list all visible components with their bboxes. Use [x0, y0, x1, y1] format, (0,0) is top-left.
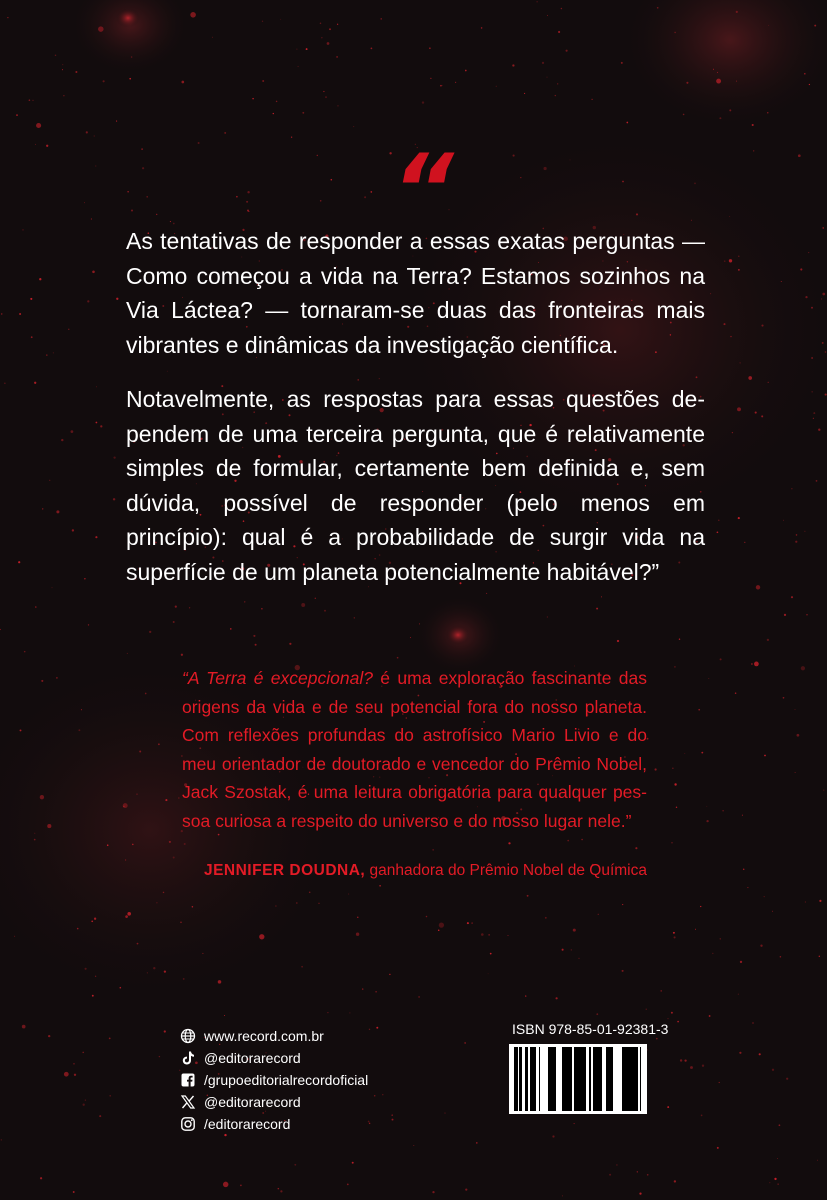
main-excerpt [126, 224, 705, 609]
facebook-handle: /grupoeditorialrecordoficial [204, 1072, 369, 1088]
social-link-x[interactable] [180, 1091, 368, 1113]
social-link-facebook[interactable] [180, 1069, 368, 1091]
social-link-instagram[interactable] [180, 1113, 368, 1135]
globe-icon [180, 1028, 196, 1044]
facebook-icon [180, 1072, 196, 1088]
endorser-name: JENNIFER DOUDNA, [203, 862, 366, 879]
endorser-role: ganhadora do Prêmio Nobel de Química [365, 862, 647, 879]
endorsement-body: é uma exploração fascinante das origens da vida e de seu potencial fora do nosso planeta. Com reflexões profundas do astrofísico Mario Livio e do meu orientador de doutorado e vencedor do Prêmio Nobel, Jack Szostak, é uma leitura obrigatória para qualquer pessoa curiosa a respeito do universo e do nosso lugar nele.” [182, 668, 647, 831]
endorsement-text [182, 664, 647, 835]
x-handle: @editorarecord [204, 1094, 301, 1110]
instagram-icon [180, 1116, 196, 1132]
isbn-number: ISBN 978-85-01-92381-3 [512, 1021, 669, 1037]
instagram-handle: /editorarecord [204, 1116, 291, 1132]
endorsement-blurb [182, 664, 647, 835]
social-links [180, 1025, 368, 1135]
book-title-italic: “A Terra é excepcional? [182, 668, 373, 688]
excerpt-paragraph-1: As tentativas de responder a essas exatas perguntas — Como começou a vida na Terra? Estamos sozinhos na Via Láctea? — tornaram-se duas das fronteiras mais vibrantes e dinâmicas da investigação científica. [126, 228, 705, 358]
excerpt-paragraph-2: Notavelmente, as respostas para essas questões dependem de uma terceira pergunta, que é relativamente simples de formular, certamente bem definida e, sem dúvida, possível de responder (pelo menos em princípio): qual é a probabilidade de surgir vida na superfície de um planeta potencialmente habitável?” [126, 386, 705, 585]
quote-mark: “ [392, 134, 450, 246]
endorsement-attribution [172, 862, 647, 880]
tiktok-handle: @editorarecord [204, 1050, 301, 1066]
social-link-website[interactable] [180, 1025, 368, 1047]
tiktok-icon [180, 1050, 196, 1066]
social-link-tiktok[interactable] [180, 1047, 368, 1069]
barcode [509, 1044, 647, 1114]
x-icon [180, 1094, 196, 1110]
website-url: www.record.com.br [204, 1028, 324, 1044]
